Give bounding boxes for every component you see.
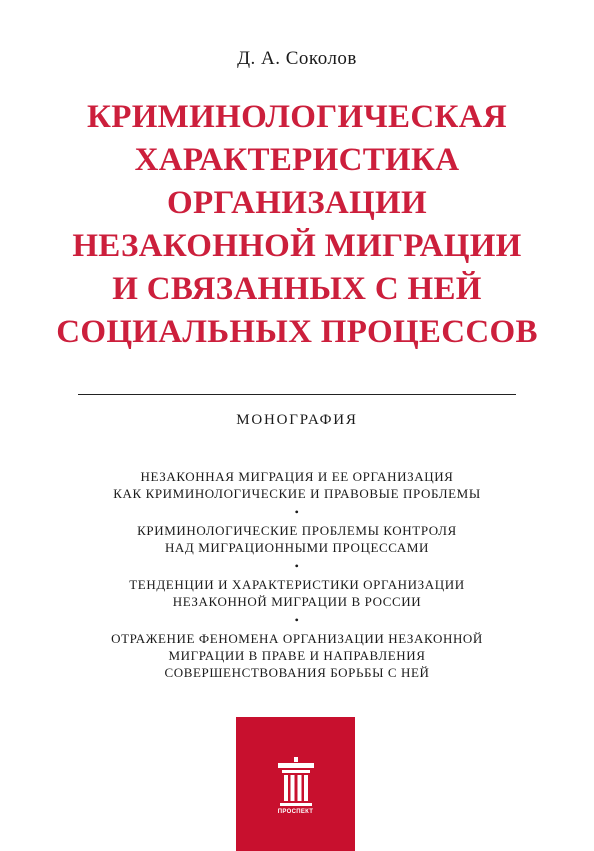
topic-line: ОТРАЖЕНИЕ ФЕНОМЕНА ОРГАНИЗАЦИИ НЕЗАКОННОЙ: [111, 631, 483, 646]
topic-item: [60, 576, 534, 610]
book-title: [40, 96, 554, 354]
title-line: ОРГАНИЗАЦИИ: [167, 185, 427, 221]
topic-line: НЕЗАКОННАЯ МИГРАЦИЯ И ЕЕ ОРГАНИЗАЦИЯ: [140, 469, 454, 484]
topic-line: КРИМИНОЛОГИЧЕСКИЕ ПРОБЛЕМЫ КОНТРОЛЯ: [137, 523, 457, 538]
topic-line: НЕЗАКОННОЙ МИГРАЦИИ В РОССИИ: [172, 594, 422, 609]
topic-item: [60, 630, 534, 681]
topic-line: СОВЕРШЕНСТВОВАНИЯ БОРЬБЫ С НЕЙ: [164, 665, 430, 680]
title-line: НЕЗАКОННОЙ МИГРАЦИИ: [72, 228, 522, 264]
topic-item: [60, 522, 534, 556]
title-line: ХАРАКТЕРИСТИКА: [134, 142, 460, 178]
topics-list: [60, 468, 534, 681]
topic-line: КАК КРИМИНОЛОГИЧЕСКИЕ И ПРАВОВЫЕ ПРОБЛЕМЫ: [113, 486, 481, 501]
publisher-building-icon: [276, 757, 316, 809]
genre-label: МОНОГРАФИЯ: [236, 412, 358, 428]
divider-rule: [78, 394, 516, 395]
bullet-separator: •: [294, 613, 300, 627]
title-line: И СВЯЗАННЫХ С НЕЙ: [112, 271, 482, 307]
topic-line: МИГРАЦИИ В ПРАВЕ И НАПРАВЛЕНИЯ: [168, 648, 426, 663]
topic-line: ТЕНДЕНЦИИ И ХАРАКТЕРИСТИКИ ОРГАНИЗАЦИИ: [129, 577, 465, 592]
bullet-separator: •: [294, 559, 300, 573]
bullet-separator: •: [294, 505, 300, 519]
topic-line: НАД МИГРАЦИОННЫМИ ПРОЦЕССАМИ: [164, 540, 430, 555]
topic-item: [60, 468, 534, 502]
author-name: Д. А. Соколов: [237, 48, 357, 69]
title-line: СОЦИАЛЬНЫХ ПРОЦЕССОВ: [56, 314, 538, 350]
publisher-block: [236, 717, 355, 851]
publisher-name: ПРОСПЕКТ: [277, 809, 314, 815]
title-line: КРИМИНОЛОГИЧЕСКАЯ: [87, 99, 507, 135]
